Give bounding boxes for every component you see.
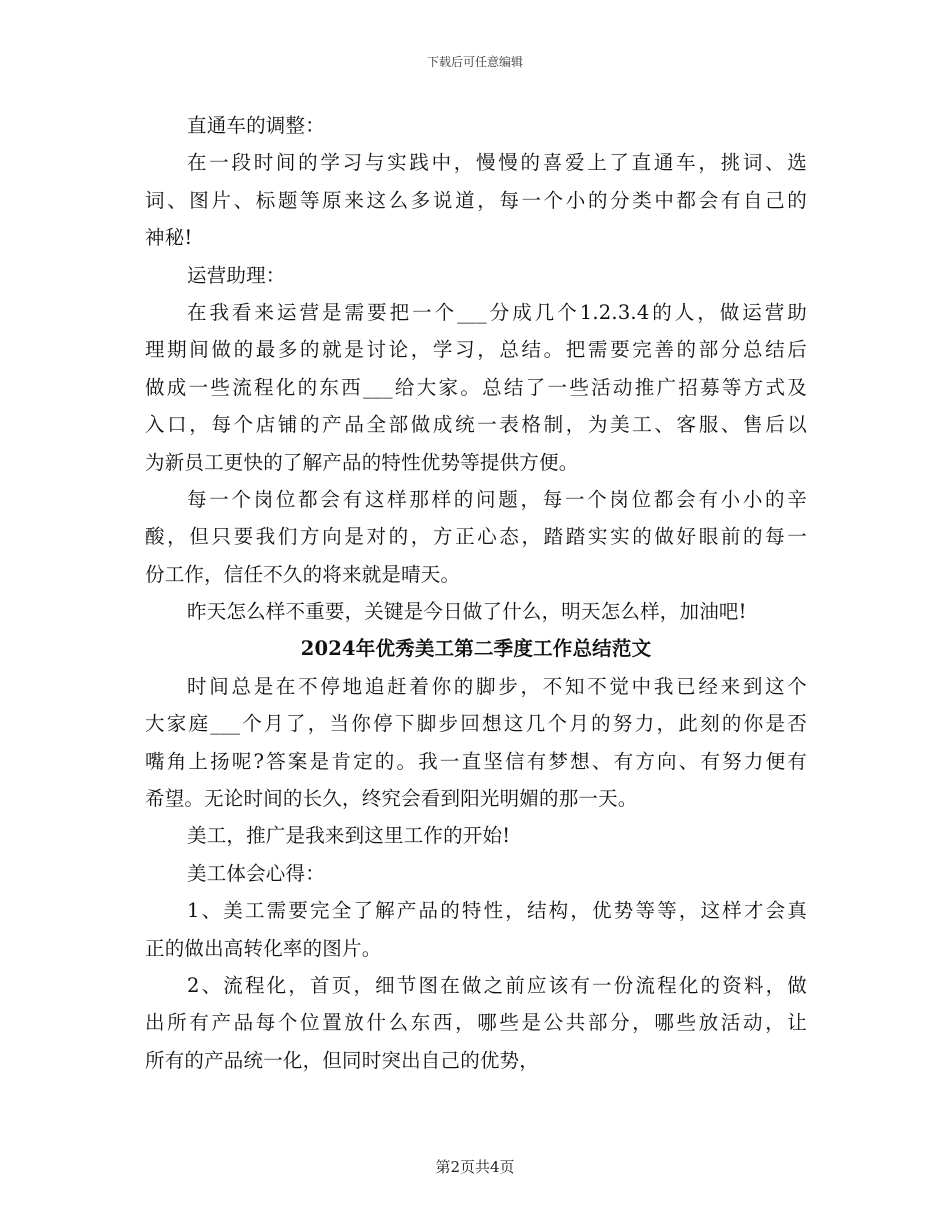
paragraph-line: 神秘! — [145, 226, 193, 250]
list-item-line: 正的做出高转化率的图片。 — [145, 936, 382, 960]
section-heading-meigong: 美工体会心得： — [187, 861, 325, 885]
list-item-line: 出所有产品每个位置放什么东西，哪些是公共部分，哪些放活动，让 — [145, 1011, 807, 1035]
section-heading-zhitongche: 直通车的调整： — [187, 114, 325, 137]
paragraph-line: 大家庭___个月了，当你停下脚步回想这几个月的努力，此刻的你是否 — [145, 712, 807, 736]
document-title: 2024年优秀美工第二季度工作总结范文 — [300, 637, 652, 661]
paragraph-line: 希望。无论时间的长久，终究会看到阳光明媚的那一天。 — [145, 787, 638, 811]
page-header: 下载后可任意编辑 — [426, 55, 523, 69]
list-item-line: 所有的产品统一化，但同时突出自己的优势， — [145, 1048, 540, 1072]
paragraph-line: 在一段时间的学习与实践中，慢慢的喜爱上了直通车，挑词、选 — [187, 151, 807, 175]
paragraph-line: 为新员工更快的了解产品的特性优势等提供方便。 — [145, 450, 579, 474]
paragraph-line: 嘴角上扬呢?答案是肯定的。我一直坚信有梦想、有方向、有努力便有 — [145, 749, 807, 773]
paragraph-line: 昨天怎么样不重要，关键是今日做了什么，明天怎么样，加油吧! — [187, 600, 747, 624]
paragraph-line: 酸，但只要我们方向是对的，方正心态，踏踏实实的做好眼前的每一 — [145, 525, 807, 549]
paragraph-line: 在我看来运营是需要把一个___分成几个1.2.3.4的人，做运营助 — [187, 300, 807, 324]
paragraph-line: 份工作，信任不久的将来就是晴天。 — [145, 562, 461, 586]
paragraph-line: 做成一些流程化的东西___给大家。总结了一些活动推广招募等方式及 — [145, 375, 807, 399]
paragraph-line: 入口，每个店铺的产品全部做成统一表格制，为美工、客服、售后以 — [145, 413, 807, 437]
list-item-line: 1、美工需要完全了解产品的特性，结构，优势等等，这样才会真 — [187, 899, 807, 923]
list-item-line: 2、流程化，首页，细节图在做之前应该有一份流程化的资料，做 — [187, 973, 807, 997]
page-footer: 第2页共4页 — [435, 1158, 515, 1176]
document-body — [145, 107, 807, 1079]
paragraph-line: 时间总是在不停地追赶着你的脚步，不知不觉中我已经来到这个 — [187, 674, 807, 698]
paragraph-line: 每一个岗位都会有这样那样的问题，每一个岗位都会有小小的辛 — [187, 487, 807, 511]
paragraph-line: 词、图片、标题等原来这么多说道，每一个小的分类中都会有自己的 — [145, 188, 807, 212]
paragraph-line: 理期间做的最多的就是讨论，学习，总结。把需要完善的部分总结后 — [145, 338, 807, 362]
section-heading-yunying: 运营助理： — [187, 263, 286, 287]
paragraph-line: 美工，推广是我来到这里工作的开始! — [187, 824, 511, 848]
